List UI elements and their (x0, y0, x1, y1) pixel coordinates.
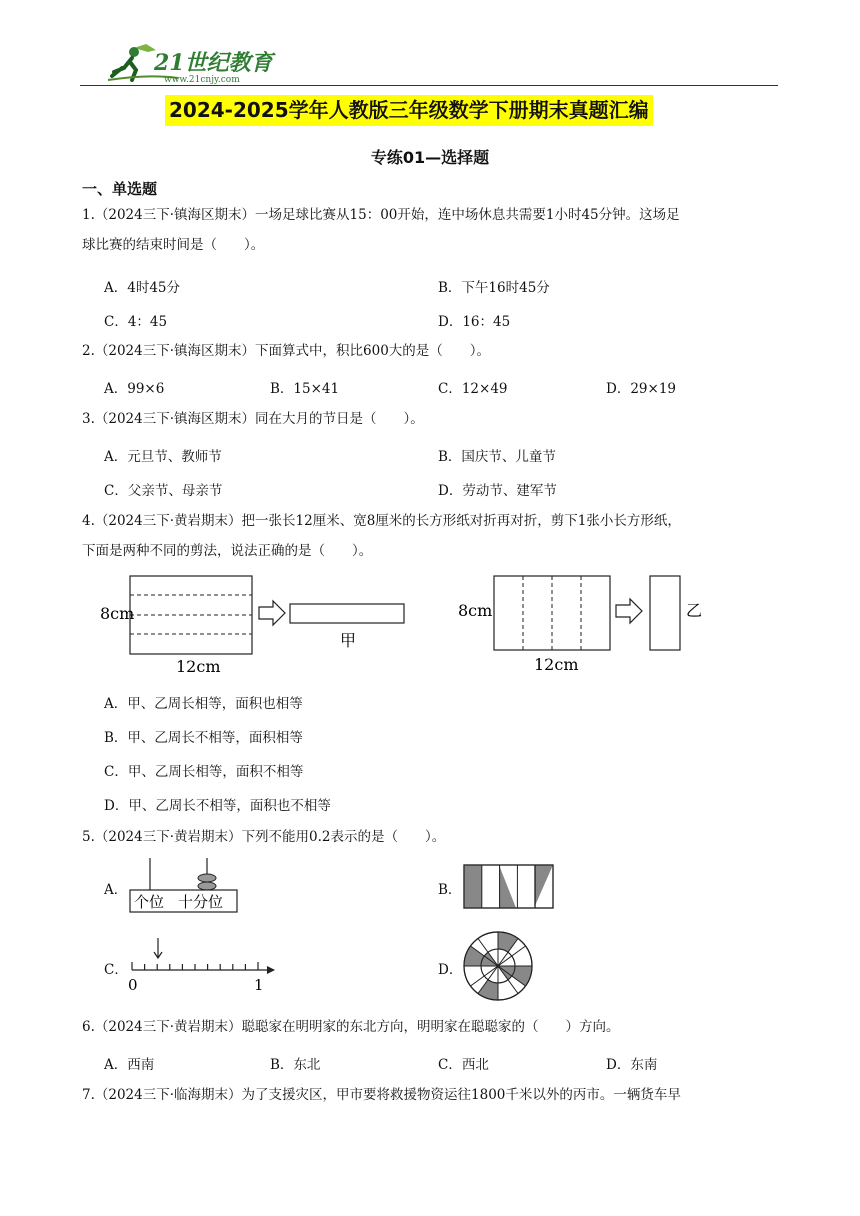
option-a[interactable]: A．4时45分 (104, 280, 181, 296)
option-a[interactable]: A．甲、乙周长相等，面积也相等 (104, 696, 303, 712)
option-d[interactable]: D．16：45 (438, 314, 511, 330)
question-text: 2.（2024三下·镇海区期末）下面算式中，积比600大的是（ ）。 (82, 343, 491, 359)
question-text: 5.（2024三下·黄岩期末）下列不能用0.2表示的是（ ）。 (82, 829, 446, 845)
shaded-strip-figure (463, 864, 555, 910)
option-a[interactable]: A．元旦节、教师节 (104, 449, 222, 465)
option-c[interactable]: C．4：45 (104, 314, 168, 330)
abacus-ones-label: 个位 (134, 893, 165, 911)
abacus-tenths-label: 十分位 (178, 893, 224, 911)
option-c[interactable]: C．西北 (438, 1057, 489, 1073)
header-rule (80, 85, 778, 86)
option-c[interactable]: C． (104, 962, 128, 978)
question-7 (82, 1080, 782, 1110)
option-c[interactable]: C．父亲节、母亲节 (104, 483, 223, 499)
arrow-right-icon (616, 599, 642, 623)
option-a[interactable]: A．99×6 (104, 381, 165, 397)
logo-url: www.21cnjy.com (164, 75, 240, 85)
width-label: 12cm (176, 657, 221, 676)
option-c[interactable]: C．12×49 (438, 381, 508, 397)
shaded-circle-figure (462, 930, 534, 1002)
question-1 (82, 200, 782, 260)
option-b[interactable]: B．甲、乙周长不相等，面积相等 (104, 730, 303, 746)
question-text: 3.（2024三下·镇海区期末）同在大月的节日是（ ）。 (82, 411, 424, 427)
option-b[interactable]: B．下午16时45分 (438, 280, 550, 296)
option-d[interactable]: D．劳动节、建军节 (438, 483, 557, 499)
left-fold-diagram (100, 576, 404, 676)
option-a[interactable]: A． (104, 882, 128, 898)
question-text: 7.（2024三下·临海期末）为了支援灾区，甲市要将救援物资运往1800千米以外的丙市。一辆货车早 (82, 1087, 681, 1103)
numline-end-label: 1 (254, 976, 264, 994)
paper-cut-figure (96, 572, 716, 678)
option-b[interactable]: B．15×41 (270, 381, 340, 397)
height-label: 8cm (100, 604, 135, 623)
page-title: 2024-2025学年人教版三年级数学下册期末真题汇编 (165, 95, 653, 126)
question-6 (82, 1012, 782, 1042)
question-4 (82, 506, 782, 566)
question-3 (82, 404, 782, 434)
option-b[interactable]: B．国庆节、儿童节 (438, 449, 556, 465)
option-d[interactable]: D．甲、乙周长不相等，面积也不相等 (104, 798, 331, 814)
option-d[interactable]: D．东南 (606, 1057, 658, 1073)
numline-start-label: 0 (128, 976, 138, 994)
option-d[interactable]: D． (438, 962, 463, 978)
option-b[interactable]: B．东北 (270, 1057, 321, 1073)
question-2 (82, 336, 782, 366)
question-text: 4.（2024三下·黄岩期末）把一张长12厘米、宽8厘米的长方形纸对折再对折，剪下1张小长方形纸， (82, 513, 681, 529)
option-a[interactable]: A．西南 (104, 1057, 155, 1073)
section-heading: 一、单选题 (82, 180, 158, 198)
option-b[interactable]: B． (438, 882, 462, 898)
question-text: 球比赛的结束时间是（ ）。 (82, 237, 265, 253)
arrow-right-icon (259, 601, 285, 625)
option-d[interactable]: D．29×19 (606, 381, 676, 397)
right-fold-diagram (458, 576, 702, 674)
question-5 (82, 822, 782, 852)
question-text: 1.（2024三下·镇海区期末）一场足球比赛从15：00开始，连中场休息共需要1小时45分钟。这场足 (82, 207, 680, 223)
number-line-figure (124, 936, 280, 994)
abacus-figure (128, 856, 240, 916)
option-c[interactable]: C．甲、乙周长相等，面积不相等 (104, 764, 304, 780)
height-label: 8cm (458, 601, 493, 620)
question-text: 6.（2024三下·黄岩期末）聪聪家在明明家的东北方向，明明家在聪聪家的（ ）方向。 (82, 1019, 620, 1035)
site-logo (104, 40, 284, 86)
down-arrow-icon (154, 938, 162, 958)
piece-label-jia: 甲 (340, 631, 357, 650)
piece-label-yi: 乙 (686, 601, 703, 620)
question-text: 下面是两种不同的剪法，说法正确的是（ ）。 (82, 543, 373, 559)
logo-text: 21世纪教育 (154, 50, 273, 76)
page-subtitle: 专练01—选择题 (370, 148, 490, 167)
width-label: 12cm (534, 655, 579, 674)
